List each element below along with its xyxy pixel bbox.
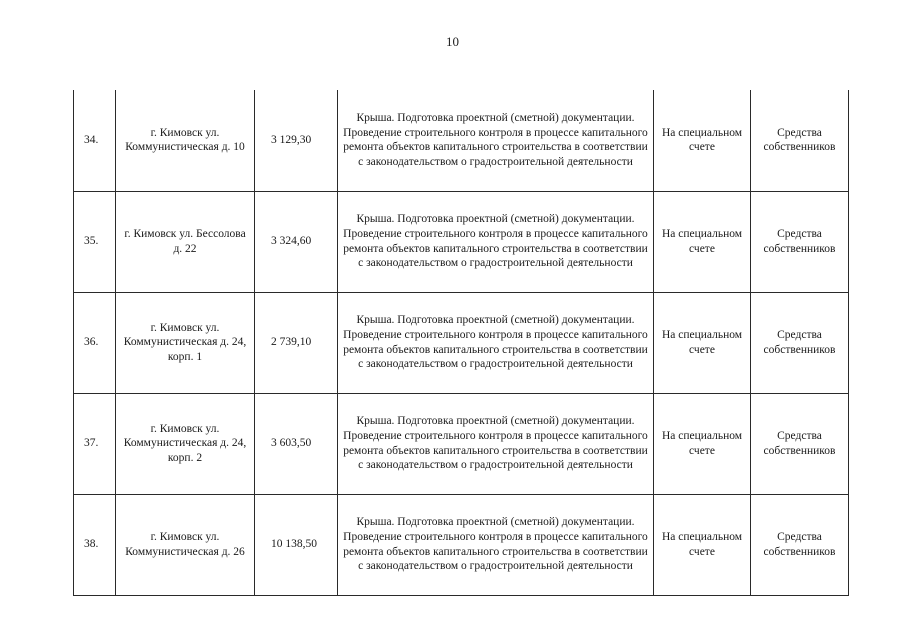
account-cell: На специальном счете [654,90,751,191]
row-number: 34. [74,90,116,191]
account-cell: На специальном счете [654,494,751,595]
address-cell: г. Кимовск ул. Коммунистическая д. 10 [116,90,255,191]
funding-source-cell: Средства собственников [751,393,849,494]
work-description-cell: Крыша. Подготовка проектной (сметной) документации. Проведение строительного контроля в процессе капитального ремонта объектов капитального строительства в соответствии с законодательством о градостроительной деятельности [338,292,654,393]
account-cell: На специальном счете [654,292,751,393]
address-cell: г. Кимовск ул. Коммунистическая д. 24, корп. 1 [116,292,255,393]
table-row [74,494,849,595]
work-description-cell: Крыша. Подготовка проектной (сметной) документации. Проведение строительного контроля в процессе капитального ремонта объектов капитального строительства в соответствии с законодательством о градостроительной деятельности [338,191,654,292]
table-row [74,393,849,494]
table-row [74,292,849,393]
work-description-cell: Крыша. Подготовка проектной (сметной) документации. Проведение строительного контроля в процессе капитального ремонта объектов капитального строительства в соответствии с законодательством о градостроительной деятельности [338,393,654,494]
row-number: 35. [74,191,116,292]
amount-cell: 3 324,60 [255,191,338,292]
row-number: 36. [74,292,116,393]
amount-cell: 3 129,30 [255,90,338,191]
work-description-cell: Крыша. Подготовка проектной (сметной) документации. Проведение строительного контроля в процессе капитального ремонта объектов капитального строительства в соответствии с законодательством о градостроительной деятельности [338,90,654,191]
row-number: 37. [74,393,116,494]
address-cell: г. Кимовск ул. Коммунистическая д. 26 [116,494,255,595]
account-cell: На специальном счете [654,191,751,292]
work-description-cell: Крыша. Подготовка проектной (сметной) документации. Проведение строительного контроля в процессе капитального ремонта объектов капитального строительства в соответствии с законодательством о градостроительной деятельности [338,494,654,595]
account-cell: На специальном счете [654,393,751,494]
table-row [74,90,849,191]
funding-source-cell: Средства собственников [751,191,849,292]
address-cell: г. Кимовск ул. Коммунистическая д. 24, корп. 2 [116,393,255,494]
funding-source-cell: Средства собственников [751,90,849,191]
table-row [74,191,849,292]
funding-source-cell: Средства собственников [751,494,849,595]
amount-cell: 2 739,10 [255,292,338,393]
repair-table [73,90,849,596]
funding-source-cell: Средства собственников [751,292,849,393]
page-number: 10 [446,34,459,49]
amount-cell: 3 603,50 [255,393,338,494]
amount-cell: 10 138,50 [255,494,338,595]
address-cell: г. Кимовск ул. Бессолова д. 22 [116,191,255,292]
row-number: 38. [74,494,116,595]
